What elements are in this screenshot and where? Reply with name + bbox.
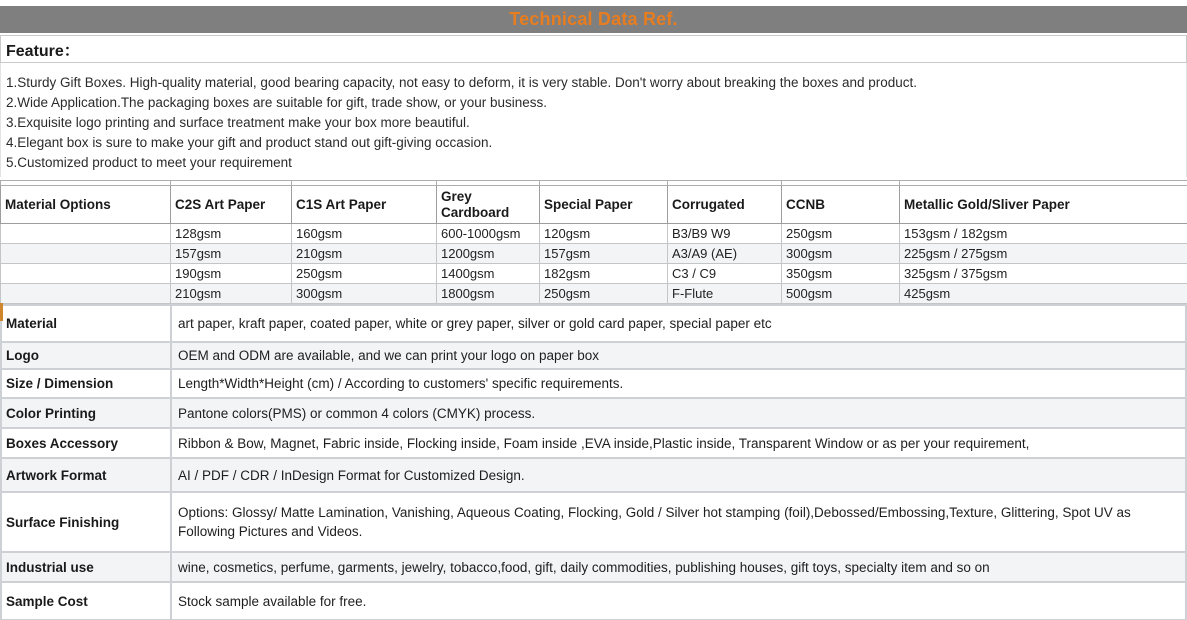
title-bar [0, 6, 1187, 33]
spec-cell: A3/A9 (AE) [668, 244, 782, 264]
spec-cell [1, 224, 171, 244]
detail-label: Artwork Format [1, 458, 171, 492]
detail-row-artwork-format [1, 458, 1186, 492]
detail-value: Ribbon & Bow, Magnet, Fabric inside, Flocking inside, Foam inside ,EVA inside,Plastic inside, Transparent Window or as per your requirement, [171, 428, 1186, 458]
spec-cell: 425gsm [900, 284, 1187, 304]
spec-cell: 190gsm [171, 264, 292, 284]
feature-item: 3.Exquisite logo printing and surface treatment make your box more beautiful. [6, 115, 470, 130]
feature-list [0, 63, 1187, 177]
spec-cell: 225gsm / 275gsm [900, 244, 1187, 264]
col-header-special-paper: Special Paper [540, 186, 668, 224]
detail-value: Length*Width*Height (cm) / According to customers' specific requirements. [171, 369, 1186, 398]
detail-row-logo [1, 342, 1186, 369]
spec-cell: 182gsm [540, 264, 668, 284]
detail-value: wine, cosmetics, perfume, garments, jewelry, tobacco,food, gift, daily commodities, publishing houses, gift toys, specialty item and so on [171, 552, 1186, 582]
detail-row-size-dimension [1, 369, 1186, 398]
material-options-table [0, 180, 1187, 304]
spec-row [1, 224, 1187, 244]
detail-table [0, 304, 1187, 620]
spec-cell: 210gsm [171, 284, 292, 304]
feature-heading: Feature： [6, 42, 80, 60]
spec-cell: 160gsm [292, 224, 437, 244]
detail-value: Stock sample available for free. [171, 582, 1186, 620]
spec-cell: 325gsm / 375gsm [900, 264, 1187, 284]
detail-label: Boxes Accessory [1, 428, 171, 458]
detail-row-industrial-use [1, 552, 1186, 582]
detail-value: AI / PDF / CDR / InDesign Format for Customized Design. [171, 458, 1186, 492]
spec-cell: 250gsm [540, 284, 668, 304]
feature-item: 1.Sturdy Gift Boxes. High-quality material, good bearing capacity, not easy to deform, it is very stable. Don't worry about breaking the boxes and product. [6, 75, 918, 90]
detail-label: Color Printing [1, 398, 171, 428]
spec-cell: 600-1000gsm [437, 224, 540, 244]
feature-item: 5.Customized product to meet your requirement [6, 155, 292, 170]
spec-row [1, 244, 1187, 264]
detail-value: Pantone colors(PMS) or common 4 colors (CMYK) process. [171, 398, 1186, 428]
spec-cell: C3 / C9 [668, 264, 782, 284]
spec-header-row [1, 186, 1187, 224]
detail-label: Surface Finishing [1, 492, 171, 552]
detail-label: Industrial use [1, 552, 171, 582]
detail-row-sample-cost [1, 582, 1186, 620]
spec-cell: 250gsm [292, 264, 437, 284]
detail-label: Size / Dimension [1, 369, 171, 398]
spec-cell: 350gsm [782, 264, 900, 284]
spec-cell: 250gsm [782, 224, 900, 244]
col-header-material-options: Material Options [1, 186, 171, 224]
col-header-metallic-paper: Metallic Gold/Sliver Paper [900, 186, 1187, 224]
detail-row-surface-finishing [1, 492, 1186, 552]
detail-label: Material [1, 305, 171, 342]
spec-cell: 500gsm [782, 284, 900, 304]
feature-item: 2.Wide Application.The packaging boxes are suitable for gift, trade show, or your business. [6, 95, 548, 110]
feature-item: 4.Elegant box is sure to make your gift and product stand out gift-giving occasion. [6, 135, 493, 150]
detail-value: art paper, kraft paper, coated paper, white or grey paper, silver or gold card paper, special paper etc [171, 305, 1186, 342]
spec-cell: 157gsm [171, 244, 292, 264]
detail-label: Logo [1, 342, 171, 369]
detail-row-color-printing [1, 398, 1186, 428]
spec-cell: 210gsm [292, 244, 437, 264]
detail-row-material [1, 305, 1186, 342]
spec-cell: 128gsm [171, 224, 292, 244]
spec-cell: 1200gsm [437, 244, 540, 264]
col-header-ccnb: CCNB [782, 186, 900, 224]
col-header-corrugated: Corrugated [668, 186, 782, 224]
spec-cell: 1800gsm [437, 284, 540, 304]
spec-cell: F-Flute [668, 284, 782, 304]
spec-cell: 300gsm [292, 284, 437, 304]
feature-heading-row [0, 35, 1187, 63]
left-accent-mark [0, 303, 3, 321]
spec-cell: 1400gsm [437, 264, 540, 284]
spec-cell: 153gsm / 182gsm [900, 224, 1187, 244]
spec-cell [1, 244, 171, 264]
col-header-c2s-art-paper: C2S Art Paper [171, 186, 292, 224]
detail-label: Sample Cost [1, 582, 171, 620]
detail-value: Options: Glossy/ Matte Lamination, Vanishing, Aqueous Coating, Flocking, Gold / Silver hot stamping (foil),Debossed/Embossing,Texture, Glittering, Spot UV as Following Pictures and Videos. [171, 492, 1186, 552]
spec-cell: 157gsm [540, 244, 668, 264]
spec-cell: 300gsm [782, 244, 900, 264]
page-title: Technical Data Ref. [509, 9, 678, 29]
col-header-c1s-art-paper: C1S Art Paper [292, 186, 437, 224]
spec-row [1, 284, 1187, 304]
detail-row-boxes-accessory [1, 428, 1186, 458]
spec-cell: B3/B9 W9 [668, 224, 782, 244]
spec-cell: 120gsm [540, 224, 668, 244]
spec-row [1, 264, 1187, 284]
spec-cell [1, 264, 171, 284]
spec-cell [1, 284, 171, 304]
detail-value: OEM and ODM are available, and we can print your logo on paper box [171, 342, 1186, 369]
col-header-grey-cardboard: Grey Cardboard [437, 186, 540, 224]
